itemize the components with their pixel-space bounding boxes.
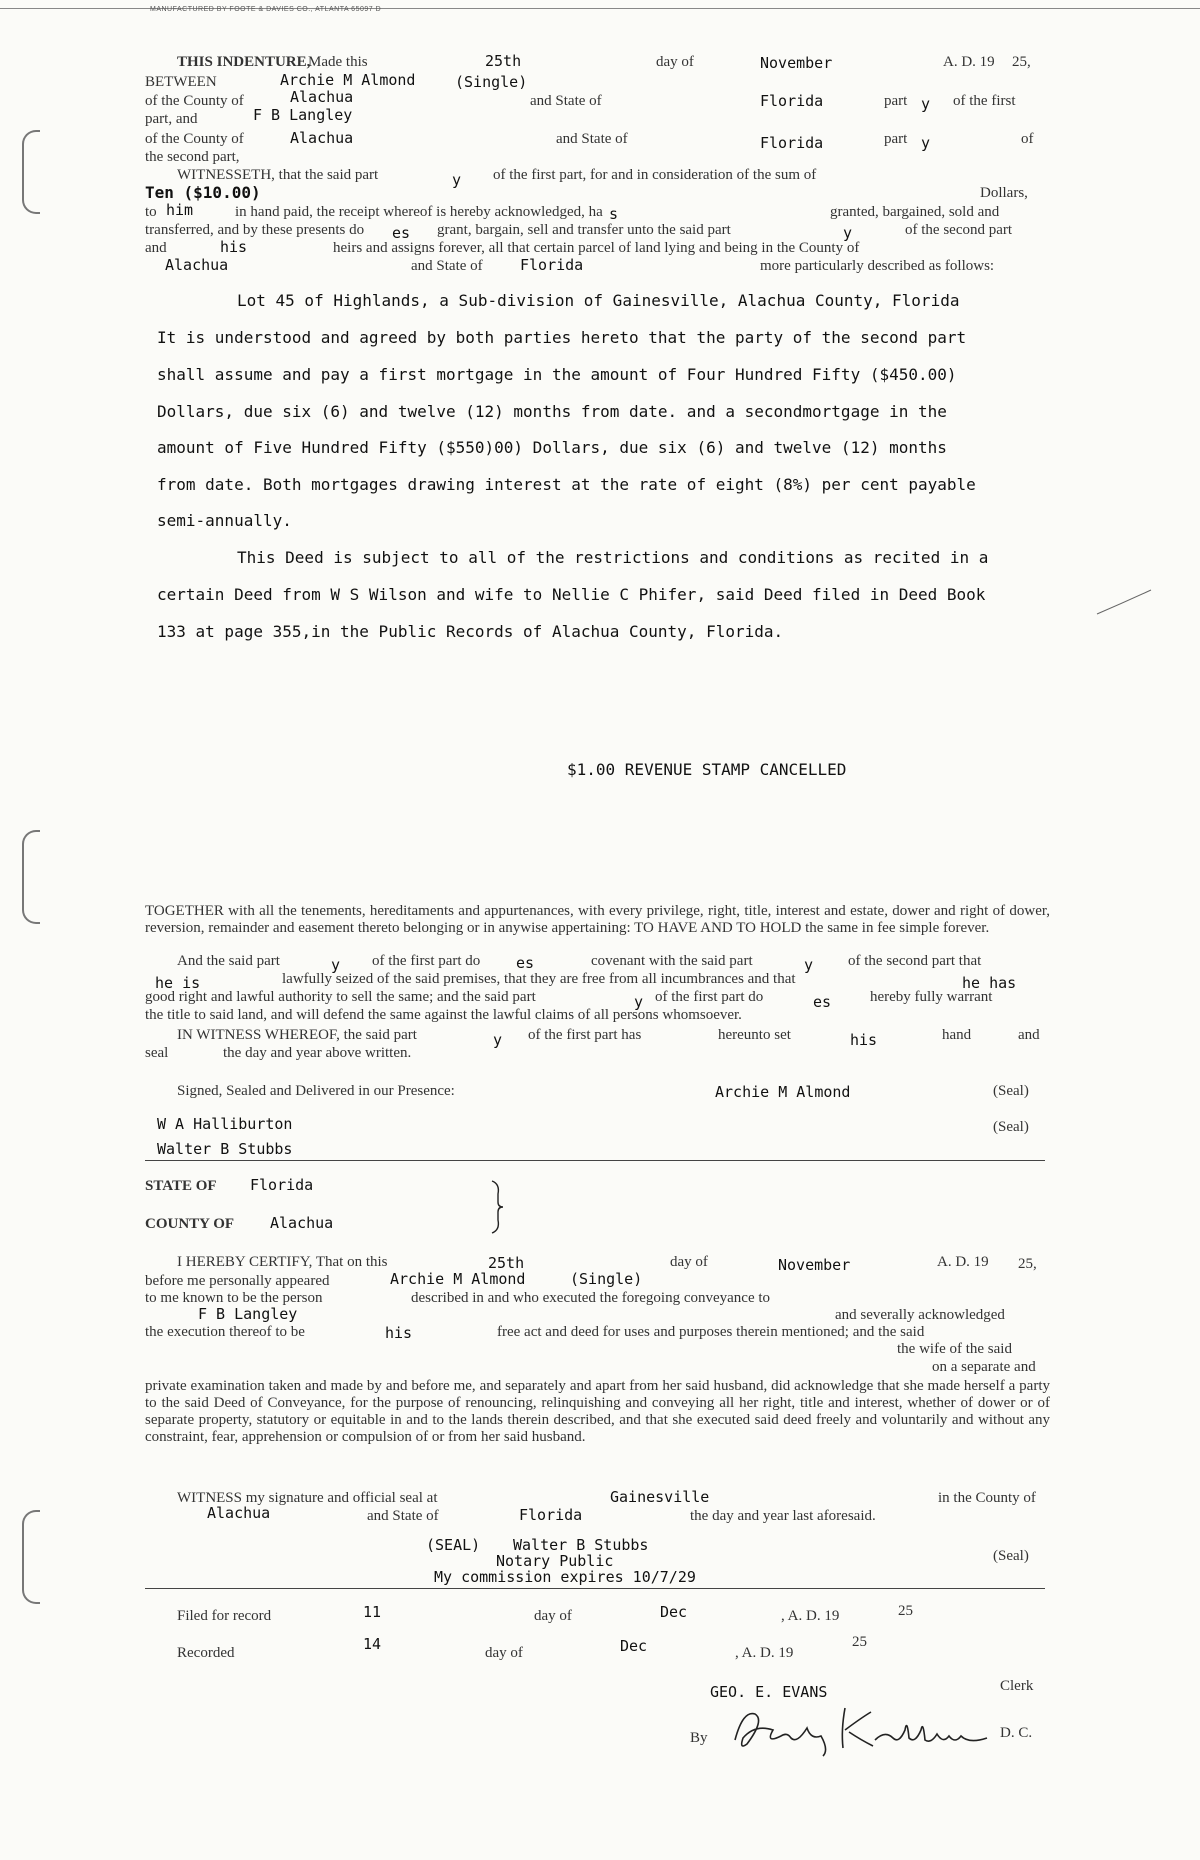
binding-hole-mark xyxy=(22,130,40,214)
ad-label: A. D. 19 xyxy=(937,1254,989,1270)
he-has: he has xyxy=(962,974,1017,992)
witness-signature: Walter B Stubbs xyxy=(157,1140,293,1158)
ack-pronoun: his xyxy=(385,1324,413,1342)
binding-hole-mark xyxy=(22,1510,40,1604)
before-me-text: before me personally appeared xyxy=(145,1273,330,1289)
ad-label: A. D. 19 xyxy=(943,54,995,70)
description-line: semi-annually. xyxy=(157,511,292,530)
his-pronoun: his xyxy=(850,1031,878,1049)
description-line: Lot 45 of Highlands, a Sub-division of Gainesville, Alachua County, Florida xyxy=(237,291,960,310)
land-state: Florida xyxy=(520,256,584,274)
indenture-year: 25, xyxy=(1012,54,1031,70)
seal-label: (Seal) xyxy=(993,1119,1029,1135)
ack-county: Alachua xyxy=(270,1214,334,1232)
severally-text: and severally acknowledged xyxy=(835,1307,1005,1323)
description-line: shall assume and pay a first mortgage in the amount of Four Hundred Fifty ($450.00) xyxy=(157,365,957,384)
part-suffix: y xyxy=(452,171,462,189)
grantor-county: Alachua xyxy=(290,88,354,106)
private-exam-paragraph: private examination taken and made by and before me, and separately and apart from her said husband, did acknowledge that she made herself a party to the said Deed of Conveyance, for the purpose of renouncing, relinquishing and conveying all her right, title and interest, whether of dower or of separate property, statutory or equitable in and to the lands therein described, and that she executed said deed freely and voluntarily and without any constraint, fear, apprehension or compulsion of or from her said husband. xyxy=(145,1378,1050,1445)
deputy-clerk-handwritten-signature xyxy=(725,1700,995,1760)
description-line: Dollars, due six (6) and twelve (12) months from date. and a secondmortgage in the xyxy=(157,402,947,421)
signed-sealed-label: Signed, Sealed and Delivered in our Presence: xyxy=(177,1083,455,1099)
of-second-part-label: of the second part xyxy=(905,222,1013,238)
description-line: It is understood and agreed by both parties hereto that the party of the second part xyxy=(157,328,967,347)
good-right-text: good right and lawful authority to sell the same; and the said part xyxy=(145,989,536,1005)
grantor-state: Florida xyxy=(760,92,824,110)
indenture-day: 25th xyxy=(485,52,522,70)
county-of-label: of the County of xyxy=(145,93,244,109)
in-hand-paid-label: in hand paid, the receipt whereof is hereby acknowledged, ha xyxy=(235,204,603,220)
witness-sig-text: WITNESS my signature and official seal at xyxy=(177,1490,438,1506)
ack-grantee: F B Langley xyxy=(198,1305,298,1323)
ack-person: Archie M Almond xyxy=(390,1270,526,1288)
ack-county2: Alachua xyxy=(207,1504,271,1522)
ad-label: , A. D. 19 xyxy=(781,1608,840,1624)
of-label: of xyxy=(1021,131,1034,147)
part-label: part xyxy=(884,93,908,109)
last-aforesaid-text: the day and year last aforesaid. xyxy=(690,1508,876,1524)
more-particularly-label: more particularly described as follows: xyxy=(760,258,995,274)
day-of-label: day of xyxy=(670,1254,708,1270)
second-part-label: the second part, xyxy=(145,149,240,165)
of-the-first-label: of the first xyxy=(953,93,1016,109)
ad-label: , A. D. 19 xyxy=(735,1645,794,1661)
part-and-label: part, and xyxy=(145,111,198,127)
grantee-county: Alachua xyxy=(290,129,354,147)
day-of-label: day of xyxy=(485,1645,523,1661)
grant-bargain-label: grant, bargain, sell and transfer unto the said part xyxy=(437,222,731,238)
description-line: amount of Five Hundred Fifty ($550)00) Dollars, due six (6) and twelve (12) months xyxy=(157,438,947,457)
part-suffix: y xyxy=(331,956,341,974)
covenant-text: And the said part xyxy=(177,953,280,969)
seal-label: (Seal) xyxy=(993,1083,1029,1099)
land-county: Alachua xyxy=(165,256,229,274)
does-suffix: es xyxy=(392,224,411,242)
covenant-text: covenant with the said part xyxy=(591,953,753,969)
binding-hole-mark xyxy=(22,830,40,924)
consideration-sum: Ten ($10.00) xyxy=(145,183,261,202)
manufacturer-line: MANUFACTURED BY FOOTE & DAVIES CO., ATLANTA 65097 D xyxy=(150,6,382,13)
ack-day: 25th xyxy=(488,1254,525,1272)
commission-text: My commission expires 10/7/29 xyxy=(434,1568,696,1586)
part-suffix: y xyxy=(843,224,853,242)
covenant-text: of the first part do xyxy=(372,953,481,969)
he-is: he is xyxy=(155,974,201,992)
clerk-label: Clerk xyxy=(1000,1678,1034,1694)
between-label: BETWEEN xyxy=(145,74,217,90)
ack-person-status: (Single) xyxy=(570,1270,643,1288)
description-line: certain Deed from W S Wilson and wife to Nellie C Phifer, said Deed filed in Deed Book xyxy=(157,585,986,604)
day-of-label: day of xyxy=(534,1608,572,1624)
heirs-pronoun: his xyxy=(220,238,248,256)
ack-place: Gainesville xyxy=(610,1488,710,1506)
grantee-name: F B Langley xyxy=(253,106,353,124)
and-label: and xyxy=(1018,1027,1040,1043)
free-act-text: free act and deed for uses and purposes therein mentioned; and the said xyxy=(497,1324,925,1340)
description-line: This Deed is subject to all of the restrictions and conditions as recited in a xyxy=(237,548,989,567)
in-county-text: in the County of xyxy=(938,1490,1036,1506)
and-state-label: and State of xyxy=(367,1508,439,1524)
hand-label: hand xyxy=(942,1027,972,1043)
first-part-do-text: of the first part do xyxy=(655,989,764,1005)
granted-label: granted, bargained, sold and xyxy=(830,204,1000,220)
wife-of-text: the wife of the said xyxy=(897,1341,1012,1357)
revenue-stamp-note: $1.00 REVENUE STAMP CANCELLED xyxy=(567,760,847,779)
day-year-above-text: the day and year above written. xyxy=(223,1045,412,1061)
state-of-label: STATE OF xyxy=(145,1178,217,1194)
filed-label: Filed for record xyxy=(177,1608,272,1624)
part-suffix: y xyxy=(921,95,931,113)
part-suffix: y xyxy=(921,134,931,152)
indenture-month: November xyxy=(760,54,833,72)
notary-name: Walter B Stubbs xyxy=(513,1536,649,1554)
county-of-label: COUNTY OF xyxy=(145,1216,235,1232)
does-suffix: es xyxy=(813,993,832,1011)
seal-mark: (SEAL) xyxy=(426,1536,481,1554)
execution-text: the execution thereof to be xyxy=(145,1324,305,1340)
this-indenture-label: THIS INDENTURE, xyxy=(177,54,311,70)
dollars-label: Dollars, xyxy=(980,185,1028,201)
recorded-year: 25 xyxy=(852,1634,867,1650)
in-witness-text: IN WITNESS WHEREOF, the said part xyxy=(177,1027,417,1043)
covenant-text: of the second part that xyxy=(848,953,982,969)
part-suffix: y xyxy=(804,956,814,974)
hereby-warrant-text: hereby fully warrant xyxy=(870,989,993,1005)
hereunto-set-text: hereunto set xyxy=(718,1027,791,1043)
filed-year: 25 xyxy=(898,1603,913,1619)
witnesseth-label: WITNESSETH, that the said part xyxy=(177,167,379,183)
margin-pen-mark xyxy=(1095,588,1155,618)
section-divider xyxy=(145,1160,1045,1161)
notary-title: Notary Public xyxy=(496,1552,614,1570)
grantee-state: Florida xyxy=(760,134,824,152)
heirs-text: heirs and assigns forever, all that certain parcel of land lying and being in the County of xyxy=(333,240,860,256)
filed-month: Dec xyxy=(660,1603,688,1621)
recorded-label: Recorded xyxy=(177,1645,235,1661)
certify-text: I HEREBY CERTIFY, That on this xyxy=(177,1254,388,1270)
and-label: and xyxy=(145,240,167,256)
seal-label: seal xyxy=(145,1045,169,1061)
and-state-label: and State of xyxy=(411,258,483,274)
ack-state: Florida xyxy=(250,1176,314,1194)
does-suffix: es xyxy=(516,954,535,972)
grantor-status: (Single) xyxy=(455,73,528,91)
made-this-label: Made this xyxy=(308,54,368,70)
part-suffix: y xyxy=(493,1031,503,1049)
brace-mark xyxy=(490,1180,506,1234)
transferred-label: transferred, and by these presents do xyxy=(145,222,365,238)
witness-signature: W A Halliburton xyxy=(157,1115,293,1133)
to-whom: him xyxy=(166,201,194,219)
and-state-label: and State of xyxy=(530,93,602,109)
seal-label: (Seal) xyxy=(993,1548,1029,1564)
by-label: By xyxy=(690,1730,708,1746)
title-line-text: the title to said land, and will defend the same against the lawful claims of all persons whomsoever. xyxy=(145,1007,742,1023)
county-of-label: of the County of xyxy=(145,131,244,147)
description-line: from date. Both mortgages drawing interest at the rate of eight (8%) per cent payable xyxy=(157,475,976,494)
part-suffix: y xyxy=(634,993,644,1011)
clerk-name: GEO. E. EVANS xyxy=(710,1683,828,1701)
part-label: part xyxy=(884,131,908,147)
grantor-signature: Archie M Almond xyxy=(715,1083,851,1101)
dc-label: D. C. xyxy=(1000,1725,1033,1741)
known-text: to me known to be the person xyxy=(145,1290,323,1306)
ack-month: November xyxy=(778,1256,851,1274)
to-label: to xyxy=(145,204,157,220)
lawfully-text: lawfully seized of the said premises, that they are free from all incumbrances and that xyxy=(282,971,796,987)
description-line: 133 at page 355,in the Public Records of Alachua County, Florida. xyxy=(157,622,784,641)
has-suffix: s xyxy=(609,205,619,223)
ack-year: 25, xyxy=(1018,1256,1037,1272)
habendum-paragraph: TOGETHER with all the tenements, hereditaments and appurtenances, with every privilege, right, title, interest and estate, dower and right of dower, reversion, remainder and easement thereto belonging or in anywise appertaining: TO HAVE AND TO HOLD the same in fee simple forever. xyxy=(145,903,1050,936)
ack-state2: Florida xyxy=(519,1506,583,1524)
grantor-name: Archie M Almond xyxy=(280,71,416,89)
and-state-label: and State of xyxy=(556,131,628,147)
section-divider xyxy=(145,1588,1045,1589)
described-text: described in and who executed the foregoing conveyance to xyxy=(411,1290,771,1306)
recorded-month: Dec xyxy=(620,1637,648,1655)
day-of-label: day of xyxy=(656,54,694,70)
consideration-label: of the first part, for and in consideration of the sum of xyxy=(493,167,817,183)
separate-text: on a separate and xyxy=(932,1359,1036,1375)
first-part-has-text: of the first part has xyxy=(528,1027,642,1043)
filed-day: 11 xyxy=(363,1603,382,1621)
recorded-day: 14 xyxy=(363,1635,382,1653)
